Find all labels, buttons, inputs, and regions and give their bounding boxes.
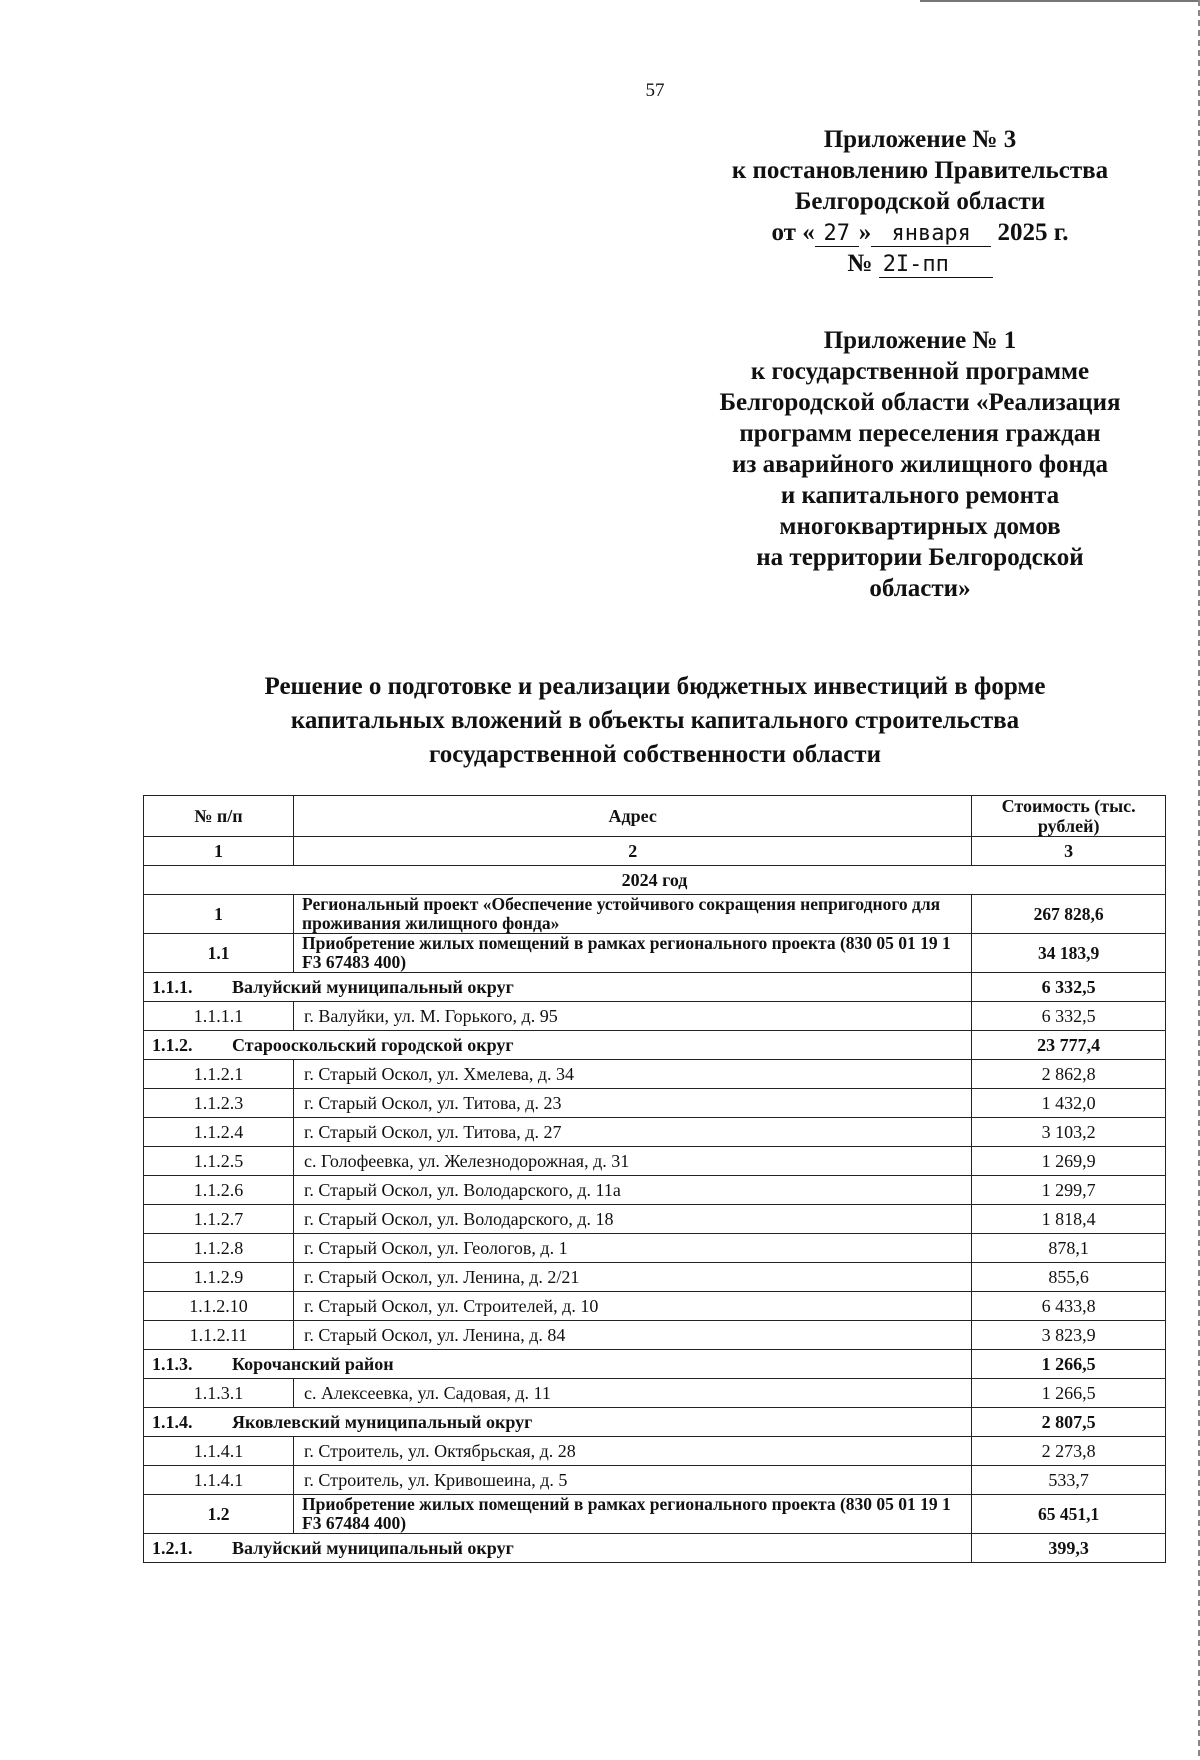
item-cost: 878,1 (972, 1234, 1166, 1263)
table-row (144, 1437, 1166, 1466)
scan-edge-top (920, 0, 1200, 2)
project-num: 1 (144, 895, 294, 934)
project-cost: 267 828,6 (972, 895, 1166, 934)
investment-table (143, 795, 1166, 1563)
table-row (144, 1147, 1166, 1176)
appendix-1-line: и капитального ремонта (780, 482, 1060, 509)
item-address: г. Старый Оскол, ул. Титова, д. 23 (294, 1089, 972, 1118)
group-row (144, 1350, 1166, 1379)
group-label (144, 1350, 972, 1379)
table-row (144, 1205, 1166, 1234)
group-num: 1.1.1. (152, 977, 193, 997)
item-address: г. Старый Оскол, ул. Ленина, д. 2/21 (294, 1263, 972, 1292)
item-num: 1.1.2.11 (144, 1321, 294, 1350)
item-address: с. Голофеевка, ул. Железнодорожная, д. 31 (294, 1147, 972, 1176)
item-address: с. Алексеевка, ул. Садовая, д. 11 (294, 1379, 972, 1408)
table-row (144, 1176, 1166, 1205)
group-num: 1.1.2. (152, 1035, 193, 1055)
project-cost: 65 451,1 (972, 1495, 1166, 1534)
appendix-1-line: из аварийного жилищного фонда (731, 451, 1109, 478)
table-row (144, 1263, 1166, 1292)
header-address: Адрес (294, 796, 972, 837)
appendix-3-block (680, 124, 1160, 279)
table-row (144, 1234, 1166, 1263)
item-address: г. Старый Оскол, ул. Володарского, д. 18 (294, 1205, 972, 1234)
item-cost: 533,7 (972, 1466, 1166, 1495)
appendix-1-block (680, 325, 1160, 604)
table-row (144, 1321, 1166, 1350)
item-num: 1.1.2.6 (144, 1176, 294, 1205)
appendix-3-date (680, 217, 1160, 248)
item-cost: 1 818,4 (972, 1205, 1166, 1234)
group-row (144, 1031, 1166, 1060)
appendix-3-title: Приложение № 3 (823, 126, 1017, 153)
item-num: 1.1.4.1 (144, 1437, 294, 1466)
column-number: 1 (144, 837, 294, 866)
item-num: 1.1.2.1 (144, 1060, 294, 1089)
appendix-3-line3: Белгородской области (794, 188, 1046, 215)
header-cost: Стоимость (тыс. рублей) (972, 796, 1166, 837)
item-address: г. Старый Оскол, ул. Володарского, д. 11а (294, 1176, 972, 1205)
item-num: 1.1.2.8 (144, 1234, 294, 1263)
item-address: г. Старый Оскол, ул. Строителей, д. 10 (294, 1292, 972, 1321)
group-row (144, 1408, 1166, 1437)
table-row (144, 1089, 1166, 1118)
table-row (144, 1379, 1166, 1408)
appendix-1-line: области» (869, 575, 971, 602)
group-name: Валуйский муниципальный округ (232, 1538, 514, 1558)
group-row (144, 1534, 1166, 1563)
project-row (144, 1495, 1166, 1534)
group-cost: 399,3 (972, 1534, 1166, 1563)
column-number: 2 (294, 837, 972, 866)
date-day: 27 (815, 222, 859, 247)
item-address: г. Валуйки, ул. М. Горького, д. 95 (294, 1002, 972, 1031)
appendix-1-line: многоквартирных домов (779, 513, 1061, 540)
group-label (144, 1408, 972, 1437)
item-address: г. Старый Оскол, ул. Геологов, д. 1 (294, 1234, 972, 1263)
date-prefix: от « (771, 219, 815, 246)
project-row (144, 934, 1166, 973)
date-month: января (871, 222, 991, 247)
group-num: 1.1.3. (152, 1354, 193, 1374)
item-num: 1.1.2.9 (144, 1263, 294, 1292)
table-row (144, 1002, 1166, 1031)
column-number: 3 (972, 837, 1166, 866)
item-cost: 1 266,5 (972, 1379, 1166, 1408)
item-cost: 2 862,8 (972, 1060, 1166, 1089)
item-cost: 2 273,8 (972, 1437, 1166, 1466)
project-text: Региональный проект «Обеспечение устойчивого сокращения непригодного для проживания жилищного фонда» (294, 895, 972, 934)
item-cost: 1 432,0 (972, 1089, 1166, 1118)
group-name: Яковлевский муниципальный округ (232, 1412, 533, 1432)
appendix-1-line: программ переселения граждан (739, 420, 1101, 447)
item-address: г. Строитель, ул. Октябрьская, д. 28 (294, 1437, 972, 1466)
number-value: 2I-пп (879, 253, 993, 278)
item-cost: 1 299,7 (972, 1176, 1166, 1205)
group-name: Валуйский муниципальный округ (232, 977, 514, 997)
item-num: 1.1.4.1 (144, 1466, 294, 1495)
number-prefix: № (847, 250, 873, 277)
decree-title-line: государственной собственности области (428, 741, 881, 768)
group-name: Корочанский район (232, 1354, 394, 1374)
date-year: 2025 г. (997, 219, 1069, 246)
table-header-row (144, 796, 1166, 837)
item-cost: 1 269,9 (972, 1147, 1166, 1176)
table-row (144, 1060, 1166, 1089)
decree-title (140, 670, 1170, 772)
appendix-1-line: Белгородской области «Реализация (719, 389, 1121, 416)
project-text: Приобретение жилых помещений в рамках регионального проекта (830 05 01 19 1 F3 67483 400) (294, 934, 972, 973)
group-cost: 2 807,5 (972, 1408, 1166, 1437)
group-name: Старооскольский городской округ (232, 1035, 514, 1055)
group-cost: 23 777,4 (972, 1031, 1166, 1060)
item-num: 1.1.2.10 (144, 1292, 294, 1321)
group-num: 1.1.4. (152, 1412, 193, 1432)
appendix-3-line2: к постановлению Правительства (731, 157, 1109, 184)
item-address: г. Старый Оскол, ул. Ленина, д. 84 (294, 1321, 972, 1350)
item-num: 1.1.2.5 (144, 1147, 294, 1176)
project-text: Приобретение жилых помещений в рамках регионального проекта (830 05 01 19 1 F3 67484 400) (294, 1495, 972, 1534)
item-num: 1.1.1.1 (144, 1002, 294, 1031)
appendix-1-line: к государственной программе (750, 358, 1090, 385)
group-row (144, 973, 1166, 1002)
project-num: 1.1 (144, 934, 294, 973)
item-cost: 6 332,5 (972, 1002, 1166, 1031)
table-row (144, 1292, 1166, 1321)
item-address: г. Строитель, ул. Кривошеина, д. 5 (294, 1466, 972, 1495)
table-row (144, 1118, 1166, 1147)
item-address: г. Старый Оскол, ул. Хмелева, д. 34 (294, 1060, 972, 1089)
group-label (144, 973, 972, 1002)
header-num: № п/п (144, 796, 294, 837)
item-cost: 3 103,2 (972, 1118, 1166, 1147)
item-cost: 3 823,9 (972, 1321, 1166, 1350)
project-row (144, 895, 1166, 934)
group-label (144, 1534, 972, 1563)
group-cost: 6 332,5 (972, 973, 1166, 1002)
group-cost: 1 266,5 (972, 1350, 1166, 1379)
decree-title-line: Решение о подготовке и реализации бюджетных инвестиций в форме (264, 673, 1046, 700)
appendix-1-line: на территории Белгородской (756, 544, 1084, 571)
group-label (144, 1031, 972, 1060)
project-cost: 34 183,9 (972, 934, 1166, 973)
item-num: 1.1.2.3 (144, 1089, 294, 1118)
page-number: 57 (645, 80, 665, 101)
item-cost: 855,6 (972, 1263, 1166, 1292)
decree-title-line: капитальных вложений в объекты капитального строительства (290, 707, 1020, 734)
item-num: 1.1.3.1 (144, 1379, 294, 1408)
date-mid: » (858, 219, 872, 246)
item-address: г. Старый Оскол, ул. Титова, д. 27 (294, 1118, 972, 1147)
appendix-3-number (680, 248, 1160, 279)
group-num: 1.2.1. (152, 1538, 193, 1558)
table-row (144, 1466, 1166, 1495)
year-label: 2024 год (144, 866, 1166, 895)
appendix-1-line: Приложение № 1 (823, 327, 1017, 354)
project-num: 1.2 (144, 1495, 294, 1534)
year-row (144, 866, 1166, 895)
column-number-row (144, 837, 1166, 866)
item-cost: 6 433,8 (972, 1292, 1166, 1321)
item-num: 1.1.2.7 (144, 1205, 294, 1234)
item-num: 1.1.2.4 (144, 1118, 294, 1147)
